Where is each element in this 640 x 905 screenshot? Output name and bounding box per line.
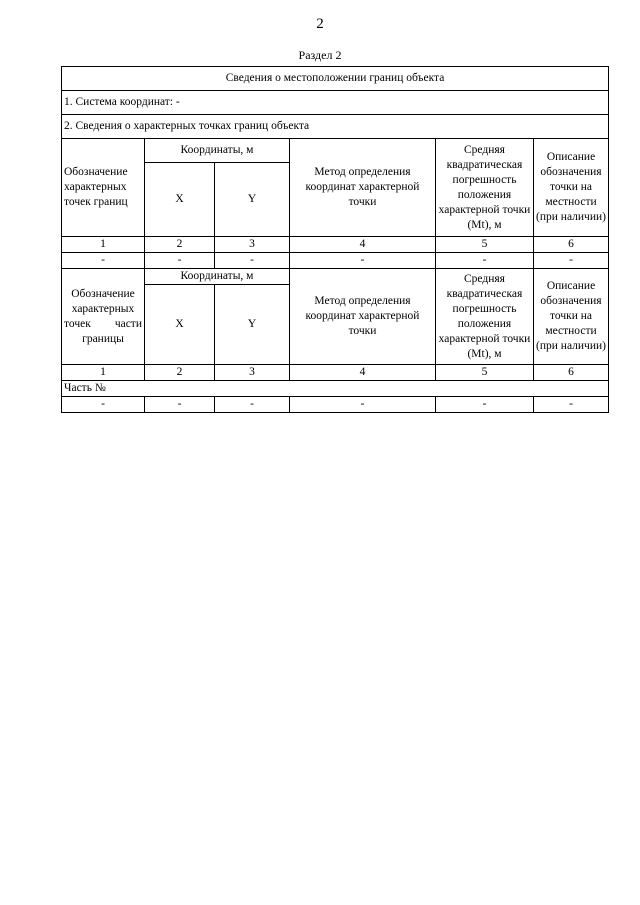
- table-cell: 2: [145, 365, 215, 381]
- coord-system-row: [62, 91, 609, 115]
- block2-col1-line: точек части: [64, 317, 142, 330]
- points-heading-row: [62, 115, 609, 139]
- block2-error-header: Средняя квадратическая погрешность положения характерной точки (Mt), м: [436, 269, 534, 365]
- block2-values-row: [62, 397, 609, 413]
- table-cell: -: [215, 253, 290, 269]
- block1-coords-header: Координаты, м: [145, 139, 290, 163]
- block1-method-header: Метод определения координат характерной точки: [290, 139, 436, 237]
- block2-method-header: Метод определения координат характерной точки: [290, 269, 436, 365]
- block2-coords-header: Координаты, м: [145, 269, 290, 285]
- block2-header-row: [62, 269, 609, 285]
- block1-numbers-row: [62, 237, 609, 253]
- section-title: Раздел 2: [298, 48, 342, 62]
- block1-y-header: Y: [215, 163, 290, 237]
- block1-col1-header: Обозначение характерных точек границ: [62, 139, 145, 237]
- table-cell: 4: [290, 237, 436, 253]
- block2-col1-line: характерных: [71, 302, 135, 315]
- table-cell: -: [145, 253, 215, 269]
- block1-x-header: X: [145, 163, 215, 237]
- boundary-table: [61, 66, 609, 413]
- block1-description-header: Описание обозначения точки на местности (при наличии): [534, 139, 609, 237]
- table-cell: 5: [436, 237, 534, 253]
- table-cell: 1: [62, 365, 145, 381]
- block2-x-header: X: [145, 285, 215, 365]
- table-title-row: [62, 67, 609, 91]
- block1-header-row: [62, 139, 609, 163]
- block2-y-header: Y: [215, 285, 290, 365]
- table-cell: 6: [534, 237, 609, 253]
- table-cell: -: [62, 397, 145, 413]
- table-cell: 3: [215, 365, 290, 381]
- table-cell: -: [290, 253, 436, 269]
- table-cell: -: [62, 253, 145, 269]
- table-cell: 5: [436, 365, 534, 381]
- table-cell: -: [290, 397, 436, 413]
- block1-error-header: Средняя квадратическая погрешность положения характерной точки (Mt), м: [436, 139, 534, 237]
- table-cell: -: [436, 253, 534, 269]
- part-label: Часть №: [62, 381, 609, 397]
- block2-numbers-row: [62, 365, 609, 381]
- table-cell: -: [436, 397, 534, 413]
- table-cell: 1: [62, 237, 145, 253]
- table-cell: -: [534, 253, 609, 269]
- block2-description-header: Описание обозначения точки на местности (при наличии): [534, 269, 609, 365]
- block2-col1-line: границы: [82, 332, 124, 345]
- table-cell: -: [534, 397, 609, 413]
- table-cell: 4: [290, 365, 436, 381]
- block2-col1-line: Обозначение: [71, 287, 135, 300]
- table-cell: 2: [145, 237, 215, 253]
- table-cell: -: [145, 397, 215, 413]
- table-cell: -: [215, 397, 290, 413]
- page-number: 2: [316, 16, 324, 32]
- block1-values-row: [62, 253, 609, 269]
- block2-col1-header: [62, 269, 145, 365]
- table-title: Сведения о местоположении границ объекта: [62, 67, 609, 91]
- points-heading: 2. Сведения о характерных точках границ объекта: [62, 115, 609, 139]
- table-cell: 3: [215, 237, 290, 253]
- part-label-row: [62, 381, 609, 397]
- table-cell: 6: [534, 365, 609, 381]
- coord-system: 1. Система координат: -: [62, 91, 609, 115]
